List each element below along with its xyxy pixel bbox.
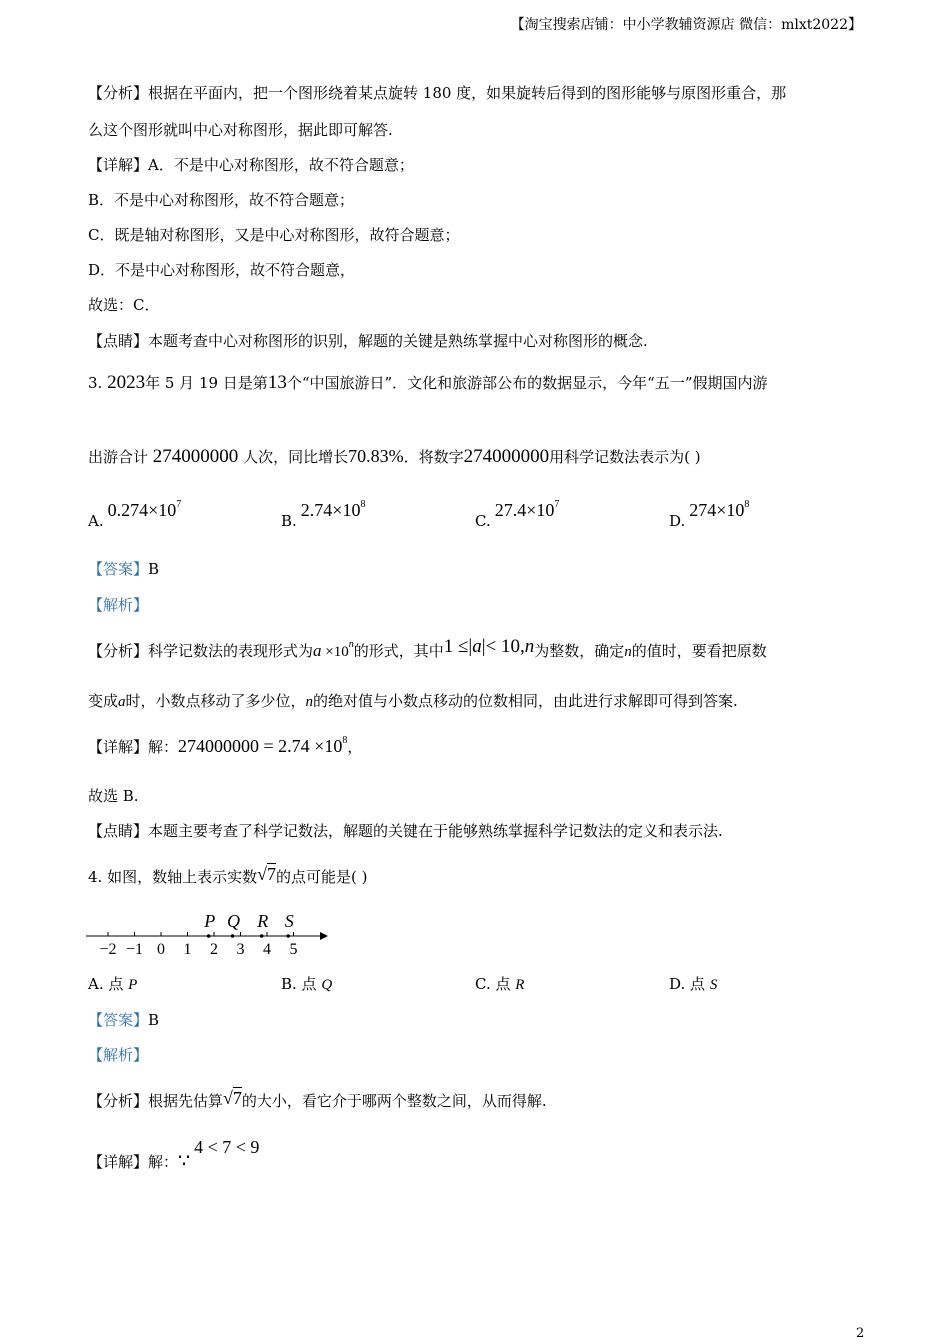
tick-label: 5 (289, 941, 298, 958)
q4-jiexi: 【解析】 (88, 1046, 149, 1064)
tick-label: 1 (183, 941, 192, 958)
q3-choose: 故选 B. (88, 787, 139, 805)
q2-analysis-line2: 么这个图形就叫中心对称图形，据此即可解答. (88, 121, 393, 139)
q2-detail-d: D．不是中心对称图形，故不符合题意， (88, 261, 356, 279)
q3-comment: 【点睛】本题主要考查了科学记数法，解题的关键在于能够熟练掌握科学记数法的定义和表示法. (88, 822, 723, 840)
q3-option-d: $D.274\times 10^8$ (669, 499, 750, 530)
tick-label: 2 (210, 941, 218, 958)
q2-detail-c: C．既是轴对称图形，又是中心对称图形，故符合题意； (88, 226, 460, 244)
q4-answer: 【答案】B (88, 1011, 160, 1029)
q3-analysis-line2: 变成a时，小数点移动了多少位，n的绝对值与小数点移动的位数相同，由此进行求解即可得到答案. (88, 692, 738, 710)
q3-text6: 用科学记数法表示为( ) (549, 448, 701, 466)
q2-comment: 【点睛】本题考查中心对称图形的识别，解题的关键是熟练掌握中心对称图形的概念. (88, 332, 648, 350)
number-line-ticks (108, 932, 294, 936)
tick-label: −2 (99, 941, 117, 958)
q3-text1: 年 5 月 19 日是第 (145, 374, 268, 392)
q4-stem: 4. 如图，数轴上表示实数√7的点可能是( ) (88, 864, 368, 886)
q3-option-c: $C.27.4\times 10^7$ (475, 499, 560, 530)
point-label-p: P (204, 911, 216, 931)
q3-text2: 个“中国旅游日”．文化和旅游部公布的数据显示，今年“五一”假期国内游 (286, 374, 768, 392)
tick-label: 0 (157, 941, 165, 958)
number-line-points (203, 911, 294, 938)
q3-detail: 【详解】解：$274000000 = 2.74 \times 10^8$， (88, 735, 363, 756)
point-p (207, 934, 211, 938)
q4-option-c: C. 点 R (475, 975, 525, 993)
q3-stem-line1 (88, 372, 768, 394)
q2-detail-b: B．不是中心对称图形，故不符合题意； (88, 191, 355, 209)
q3-growth: 70.83% (348, 446, 404, 466)
q4-option-a: A. 点 P (88, 975, 138, 993)
number-line (84, 905, 329, 960)
point-q (231, 934, 235, 938)
point-s (286, 934, 290, 938)
point-label-s: S (284, 911, 294, 931)
q2-analysis-line1: 【分析】根据在平面内，把一个图形绕着某点旋转 180 度，如果旋转后得到的图形能够与原图形重合，那 (88, 84, 787, 102)
q4-option-b: B. 点 Q (281, 975, 333, 993)
tick-label: −1 (125, 941, 144, 958)
q3-option-a: $A.0.274\times 10^7$ (88, 499, 182, 530)
q3-count: 13 (267, 372, 287, 393)
q3-answer: 【答案】B (88, 560, 160, 578)
q3-text5: ．将数字 (403, 448, 464, 466)
q3-number: 3. (88, 374, 103, 392)
q3-option-b: $B.2.74\times 10^8$ (281, 499, 366, 530)
q3-value: 274000000 (152, 446, 239, 467)
point-label-r: R (257, 911, 269, 931)
tick-label: 4 (263, 941, 271, 958)
q3-analysis-line1: 【分析】科学记数法的表现形式为$a \times 10^n$的形式，其中1 ≤|a|< 10,n为整数，确定n的值时，要看把原数 (88, 636, 767, 660)
page-number: 2 (856, 1326, 865, 1341)
q3-value2: 274000000 (463, 446, 550, 467)
page-header: 【淘宝搜索店铺：中小学教辅资源店 微信：mlxt2022】 (510, 17, 862, 33)
tick-label: 3 (236, 941, 245, 958)
q4-option-d: D. 点 S (669, 975, 718, 993)
q2-choose: 故选：C． (88, 296, 160, 314)
point-label-q: Q (227, 911, 241, 931)
point-r (260, 934, 264, 938)
q2-detail-a: 【详解】A．不是中心对称图形，故不符合题意； (88, 156, 414, 174)
q3-text4: 人次，同比增长 (243, 448, 349, 466)
q3-text3: 出游合计 (88, 448, 149, 466)
number-line-tick-labels (99, 941, 297, 958)
q3-year: 2023 (107, 372, 146, 393)
number-line-arrow (320, 932, 328, 940)
q3-stem-line2 (88, 446, 701, 468)
q3-jiexi: 【解析】 (88, 596, 149, 614)
q4-analysis: 【分析】根据先估算√7的大小，看它介于哪两个整数之间，从而得解. (88, 1088, 547, 1110)
q4-detail: 【详解】解：∵4 < 7 < 9 (88, 1137, 260, 1172)
